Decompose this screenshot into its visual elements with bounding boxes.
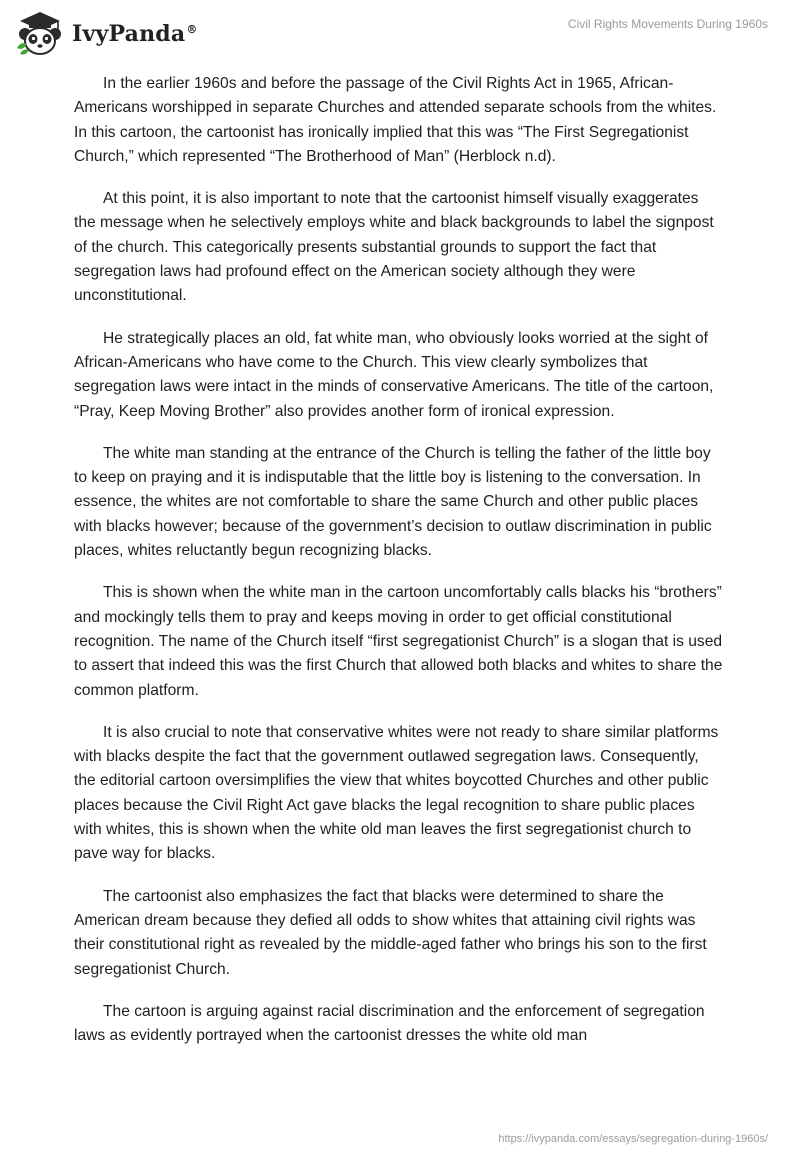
ivypanda-logo[interactable] [14,8,198,56]
brand-name: IvyPanda® [72,21,198,47]
paragraph: It is also crucial to note that conservative whites were not ready to share similar platforms with blacks despite the fact that the government outlawed segregation laws. Consequently, the editorial cartoon oversimplifies the view that whites boycotted Churches and other public places because the Civil Right Act gave blacks the legal recognition to share public places with whites, this is shown when the white old man leaves the first segregationist church to pave way for blacks. [74,723,719,863]
paragraph: This is shown when the white man in the cartoon uncomfortably calls blacks his “brothers” and mockingly tells them to pray and keeps moving in order to get official constitutional recognition. The name of the Church itself “first segregationist Church” is a slogan that is used to assert that indeed this was the first Church that allowed both blacks and whites to share the common platform. [74,584,723,699]
registered-mark: ® [186,22,198,36]
paragraph: The white man standing at the entrance of the Church is telling the father of the little boy to keep on praying and it is indisputable that the little boy is listening to the conversation. In essence, the whites are not comfortable to share the same Church and other public places with blacks however; because of the government’s decision to outlaw discrimination in public places, whites reluctantly begun recognizing blacks. [74,444,712,560]
panda-graduate-icon [14,8,66,56]
paragraph: At this point, it is also important to note that the cartoonist himself visually exaggerates the message when he selectively employs white and black backgrounds to label the signpost of the church. This categorically presents substantial grounds to support the fact that segregation laws had profound effect on the American society although they were unconstitutional. [74,190,714,305]
source-url-link[interactable]: https://ivypanda.com/essays/segregation-during-1960s/ [498,1133,768,1145]
essay-body [74,72,724,1066]
page-header [0,0,800,70]
paragraph: He strategically places an old, fat white man, who obviously looks worried at the sight of African-Americans who have come to the Church. This view clearly symbolizes that segregation laws were intact in the minds of conservative Americans. The title of the cartoon, “Pray, Keep Moving Brother” also provides another form of ironical expression. [74,329,714,420]
paragraph: The cartoon is arguing against racial discrimination and the enforcement of segregation laws as evidently portrayed when the cartoonist dresses the white old man [74,1002,705,1045]
document-title: Civil Rights Movements During 1960s [567,17,768,31]
paragraph: In the earlier 1960s and before the passage of the Civil Rights Act in 1965, African-Americans worshipped in separate Churches and attended separate schools from the whites. In this cartoon, the cartoonist has ironically implied that this was “The First Segregationist Church,” which represented “The Brotherhood of Man” (Herblock n.d). [74,75,717,165]
paragraph: The cartoonist also emphasizes the fact that blacks were determined to share the American dream because they defied all odds to show whites that attaining civil rights was their constitutional right as revealed by the middle-aged father who brings his son to the first segregationist Church. [74,887,707,978]
